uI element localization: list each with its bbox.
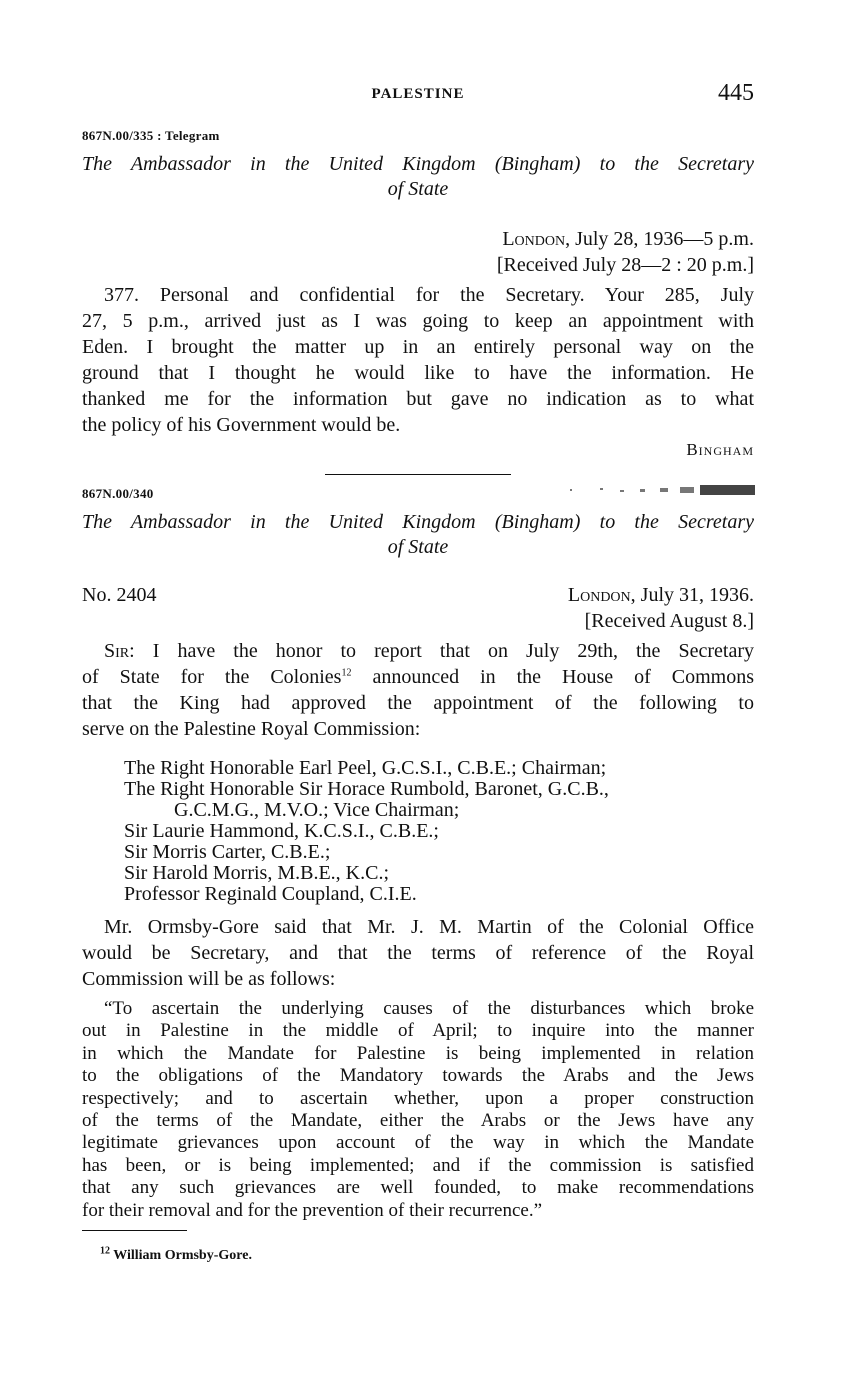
doc2-heading-line2: of State bbox=[387, 536, 449, 558]
salutation: Sir bbox=[104, 640, 130, 662]
quote-line: respectively; and to ascertain whether, upon a proper construction bbox=[82, 1087, 754, 1109]
doc2-number: No. 2404 bbox=[82, 584, 157, 606]
list-item: Sir Harold Morris, M.B.E., K.C.; bbox=[124, 862, 389, 884]
doc2-after-line: Commission will be as follows: bbox=[82, 968, 336, 990]
running-head-title: PALESTINE bbox=[371, 86, 465, 102]
doc2-intro-2a: of State for the Colonies bbox=[82, 666, 342, 688]
doc2-intro-2b: announced in the House of Commons bbox=[351, 666, 754, 688]
doc1-dateline bbox=[497, 226, 754, 252]
page-number: 445 bbox=[718, 80, 754, 106]
doc1-date: , July 28, 1936—5 p.m. bbox=[565, 228, 754, 250]
quote-line: for their removal and for the prevention of their recurrence.” bbox=[82, 1199, 542, 1221]
quote-line: that any such grievances are well founded, to make recommendations bbox=[82, 1177, 754, 1199]
doc2-intro-line bbox=[82, 638, 754, 664]
doc1-body-line: ground that I thought he would like to have the information. He bbox=[82, 362, 754, 384]
footnote-rule bbox=[82, 1230, 187, 1231]
list-item: Sir Morris Carter, C.B.E.; bbox=[124, 841, 331, 863]
quote-line: of the terms of the Mandate, either the Arabs or the Jews have any bbox=[82, 1110, 754, 1132]
doc2-after-list bbox=[82, 914, 754, 992]
list-item: The Right Honorable Sir Horace Rumbold, Baronet, G.C.B., bbox=[124, 778, 609, 800]
section-divider bbox=[325, 474, 511, 475]
list-item: Professor Reginald Coupland, C.I.E. bbox=[124, 883, 417, 905]
doc2-received: [Received August 8.] bbox=[584, 610, 754, 632]
doc2-intro-first: : I have the honor to report that on July 29th, the Secretary bbox=[129, 640, 754, 662]
running-head bbox=[82, 80, 754, 108]
doc2-dateline bbox=[568, 582, 754, 608]
doc2-after-line: Mr. Ormsby-Gore said that Mr. J. M. Martin of the Colonial Office bbox=[104, 916, 754, 938]
doc1-body-line: Eden. I brought the matter up in an entirely personal way on the bbox=[82, 336, 754, 358]
list-item: The Right Honorable Earl Peel, G.C.S.I., C.B.E.; Chairman; bbox=[124, 757, 607, 779]
doc2-intro bbox=[82, 638, 754, 742]
doc2-intro-line: that the King had approved the appointment of the following to bbox=[82, 692, 754, 714]
scan-smudge bbox=[560, 483, 755, 497]
doc1-body bbox=[82, 282, 754, 438]
terms-of-reference-quote bbox=[82, 998, 754, 1222]
doc2-intro-line bbox=[82, 664, 754, 690]
doc1-body-line: thanked me for the information but gave no indication as to what bbox=[82, 388, 754, 410]
doc2-dateline-block bbox=[568, 582, 754, 634]
footnote-text: William Ormsby-Gore. bbox=[110, 1248, 252, 1263]
doc1-heading-line1: The Ambassador in the United Kingdom (Bingham) to the Secretary bbox=[82, 153, 754, 175]
commission-members bbox=[124, 758, 754, 905]
doc1-place: London bbox=[502, 228, 566, 250]
doc1-signature-text: Bingham bbox=[686, 440, 754, 459]
list-item: G.C.M.G., M.V.O.; Vice Chairman; bbox=[174, 799, 460, 821]
list-item: Sir Laurie Hammond, K.C.S.I., C.B.E.; bbox=[124, 820, 439, 842]
doc2-intro-line: serve on the Palestine Royal Commission: bbox=[82, 718, 421, 740]
doc1-body-line: 377. Personal and confidential for the Secretary. Your 285, July bbox=[104, 284, 754, 306]
quote-line: has been, or is being implemented; and if the commission is satisfied bbox=[82, 1154, 754, 1176]
quote-line: to the obligations of the Mandatory towards the Arabs and the Jews bbox=[82, 1065, 754, 1087]
doc2-place: London bbox=[567, 584, 631, 606]
doc2-heading bbox=[82, 510, 754, 560]
doc1-dateline-block bbox=[497, 226, 754, 278]
doc2-date: , July 31, 1936. bbox=[630, 584, 754, 606]
quote-line: “To ascertain the underlying causes of the disturbances which broke bbox=[104, 998, 754, 1019]
doc2-heading-line1: The Ambassador in the United Kingdom (Bingham) to the Secretary bbox=[82, 511, 754, 533]
doc1-body-line: the policy of his Government would be. bbox=[82, 414, 401, 436]
quote-line: legitimate grievances upon account of the way in which the Mandate bbox=[82, 1132, 754, 1154]
doc1-received: [Received July 28—2 : 20 p.m.] bbox=[496, 254, 754, 276]
doc1-signature bbox=[686, 440, 754, 460]
doc2-after-line: would be Secretary, and that the terms of reference of the Royal bbox=[82, 942, 754, 964]
doc1-file-number: 867N.00/335 : Telegram bbox=[82, 128, 220, 143]
doc2-file-number: 867N.00/340 bbox=[82, 486, 154, 501]
footnote-ref: 12 bbox=[341, 667, 352, 679]
quote-line: in which the Mandate for Palestine is being implemented in relation bbox=[82, 1042, 754, 1064]
quote-line: out in Palestine in the middle of April; to inquire into the manner bbox=[82, 1020, 754, 1042]
footnote-number: 12 bbox=[100, 1245, 110, 1257]
footnote bbox=[100, 1245, 252, 1264]
doc1-heading bbox=[82, 152, 754, 202]
doc1-heading-line2: of State bbox=[387, 178, 449, 200]
doc1-body-line: 27, 5 p.m., arrived just as I was going to keep an appointment with bbox=[82, 310, 754, 332]
